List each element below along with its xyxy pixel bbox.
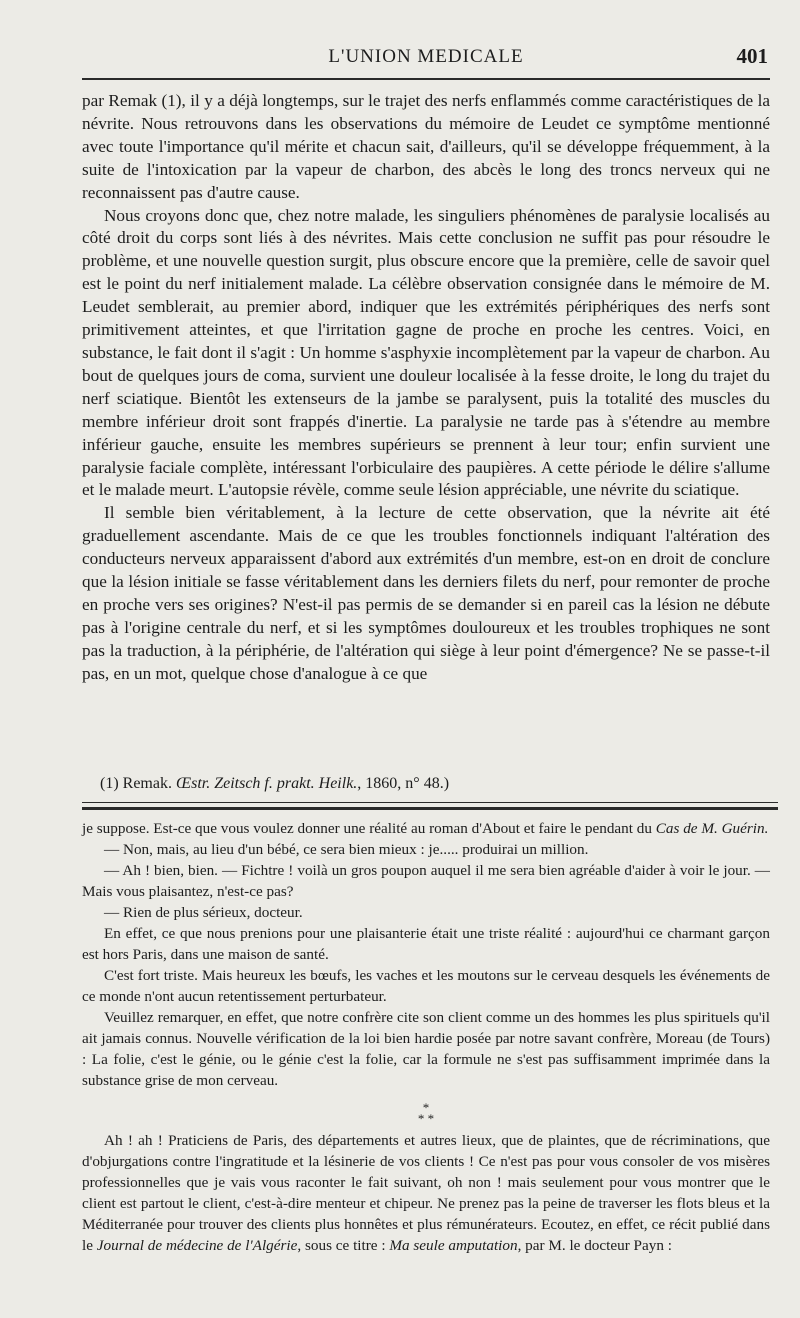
paragraph: par Remak (1), il y a déjà longtemps, sur le trajet des nerfs enflammés comme caractéristiques de la névrite. Nous retrouvons dans les observations du mémoire de Leudet ce symptôme mentionné avec toute l'importance qu'il mérite et chacun sait, d'ailleurs, qu'il se développe fréquemment, à la suite de l'intoxication par la vapeur de charbon, des abcès le long des troncs nerveux qui ne reconnaissent pas d'autre cause. xyxy=(82,91,770,202)
paragraph: C'est fort triste. Mais heureux les bœufs, les vaches et les moutons sur le cerveau desquels les événements de ce monde n'ont aucun retentissement perturbateur. xyxy=(82,967,770,1005)
paragraph: — Non, mais, au lieu d'un bébé, ce sera bien mieux : je..... produirai un million. xyxy=(104,841,589,858)
feuilleton-separator xyxy=(82,802,778,810)
section-break-asterism xyxy=(0,1102,800,1124)
footnote-journal: Œstr. Zeitsch f. prakt. Heilk. xyxy=(175,775,358,792)
main-text xyxy=(82,90,770,686)
journal-title: L'UNION MEDICALE xyxy=(328,46,524,67)
footnote-author: Remak. xyxy=(122,775,172,792)
footnote xyxy=(100,774,770,794)
paragraph: — Ah ! bien, bien. — Fichtre ! voilà un gros poupon auquel il me sera bien agréable d'aider à voir le jour. — Mais vous plaisantez, n'est-ce pas? xyxy=(82,862,770,900)
text-run: Ah ! ah ! Praticiens de Paris, des départements et autres lieux, que de plaintes, que de récriminations, que d'objurgations contre l'ingratitude et la lésinerie de vos clients ! Ce n'est pas pour vous consoler de vos misères professionnelles que je vais vous raconter le fait suivant, oh non ! mais seulement pour vous montrer que le client est partout le client, c'est-à-dire menteur et chipeur. Ne prenez pas la peine de traverser les flots bleus et la Méditerranée pour trouver des clients plus honnêtes et plus rémunérateurs. Ecoutez, en effet, ce récit publié dans le xyxy=(82,1132,770,1254)
paragraph xyxy=(82,818,770,839)
asterism-top: * xyxy=(422,1100,430,1115)
paragraph xyxy=(82,1130,770,1256)
text-run: , sous ce titre : xyxy=(297,1237,390,1254)
text-run: je suppose. Est-ce que vous voulez donner une réalité au roman d'About et faire le pendant du xyxy=(82,820,656,837)
paragraph: Nous croyons donc que, chez notre malade, les singuliers phénomènes de paralysie localisés au côté droit du corps sont liés à des névrites. Mais cette conclusion ne suffit pas pour résoudre le problème, et une nouvelle question surgit, plus obscure encore que la première, celle de savoir quel est le point du nerf initialement malade. La célèbre observation consignée dans le mémoire de M. Leudet semblerait, au premier abord, indiquer que les extrémités périphériques des nerfs sont primitivement atteintes, et que l'irritation gagne de proche en proche les centres. Voici, en substance, le fait dont il s'agit : Un homme s'asphyxie incomplètement par la vapeur de charbon. Au bout de quelques jours de coma, survient une douleur localisée à la fesse droite, le long du trajet du nerf sciatique. Bientôt les extenseurs de la jambe se paralysent, puis la totalité des muscles du membre inférieur droit sont frappés d'inertie. La paralysie ne tarde pas à s'étendre au membre inférieur gauche, ensuite les membres supérieurs se prennent à leur tour; enfin survient une paralysie faciale complète, intéressant l'orbiculaire des paupières. A cette période le délire s'allume et le malade meurt. L'autopsie révèle, comme seule lésion appréciable, une névrite du sciatique. xyxy=(82,205,770,500)
running-header xyxy=(78,42,774,72)
paragraph: — Rien de plus sérieux, docteur. xyxy=(104,904,303,921)
footnote-number: (1) xyxy=(100,775,119,792)
footnote-details: , 1860, n° 48.) xyxy=(357,775,450,792)
paragraph: Veuillez remarquer, en effet, que notre confrère cite son client comme un des hommes les plus spirituels qu'il ait jamais connus. Nouvelle vérification de la loi bien hardie posée par notre savant confrère, Moreau (de Tours) : La folie, c'est le génie, ou le génie c'est la folie, car la formule ne s'est pas suffisamment imprimée dans la substance grise de mon cerveau. xyxy=(82,1009,770,1089)
italic-journal: Journal de médecine de l'Algérie xyxy=(96,1237,298,1254)
paragraph: Il semble bien véritablement, à la lecture de cette observation, que la névrite ait été graduellement ascendante. Mais de ce que les troubles fonctionnels indiquant l'altération des conducteurs nerveux apparaissent d'abord aux extrémités d'un membre, est-on en droit de conclure que la lésion initiale se fasse véritablement dans les derniers filets du nerf, pour remonter de proche en proche vers ses origines? N'est-il pas permis de se demander si en pareil cas la lésion ne débute pas à l'origine centrale du nerf, et si les symptômes douloureux et les troubles trophiques ne sont pas la traduction, à la périphérie, de l'altération qui siège à leur point d'émergence? Ne se passe-t-il pas, en un mot, quelque chose d'analogue à ce que xyxy=(82,503,770,683)
feuilleton-text xyxy=(82,818,770,1091)
feuilleton-text-continued xyxy=(82,1130,770,1256)
header-rule xyxy=(82,78,770,80)
italic-title: Ma seule amputation xyxy=(389,1237,518,1254)
text-run: , par M. le docteur Payn : xyxy=(517,1237,672,1254)
italic-title: Cas de M. Guérin. xyxy=(655,820,769,837)
asterism-bottom: * * xyxy=(417,1111,435,1126)
page-number: 401 xyxy=(736,44,768,68)
paragraph: En effet, ce que nous prenions pour une plaisanterie était une triste réalité : aujourd'hui ce charmant garçon est hors Paris, dans une maison de santé. xyxy=(82,925,770,963)
